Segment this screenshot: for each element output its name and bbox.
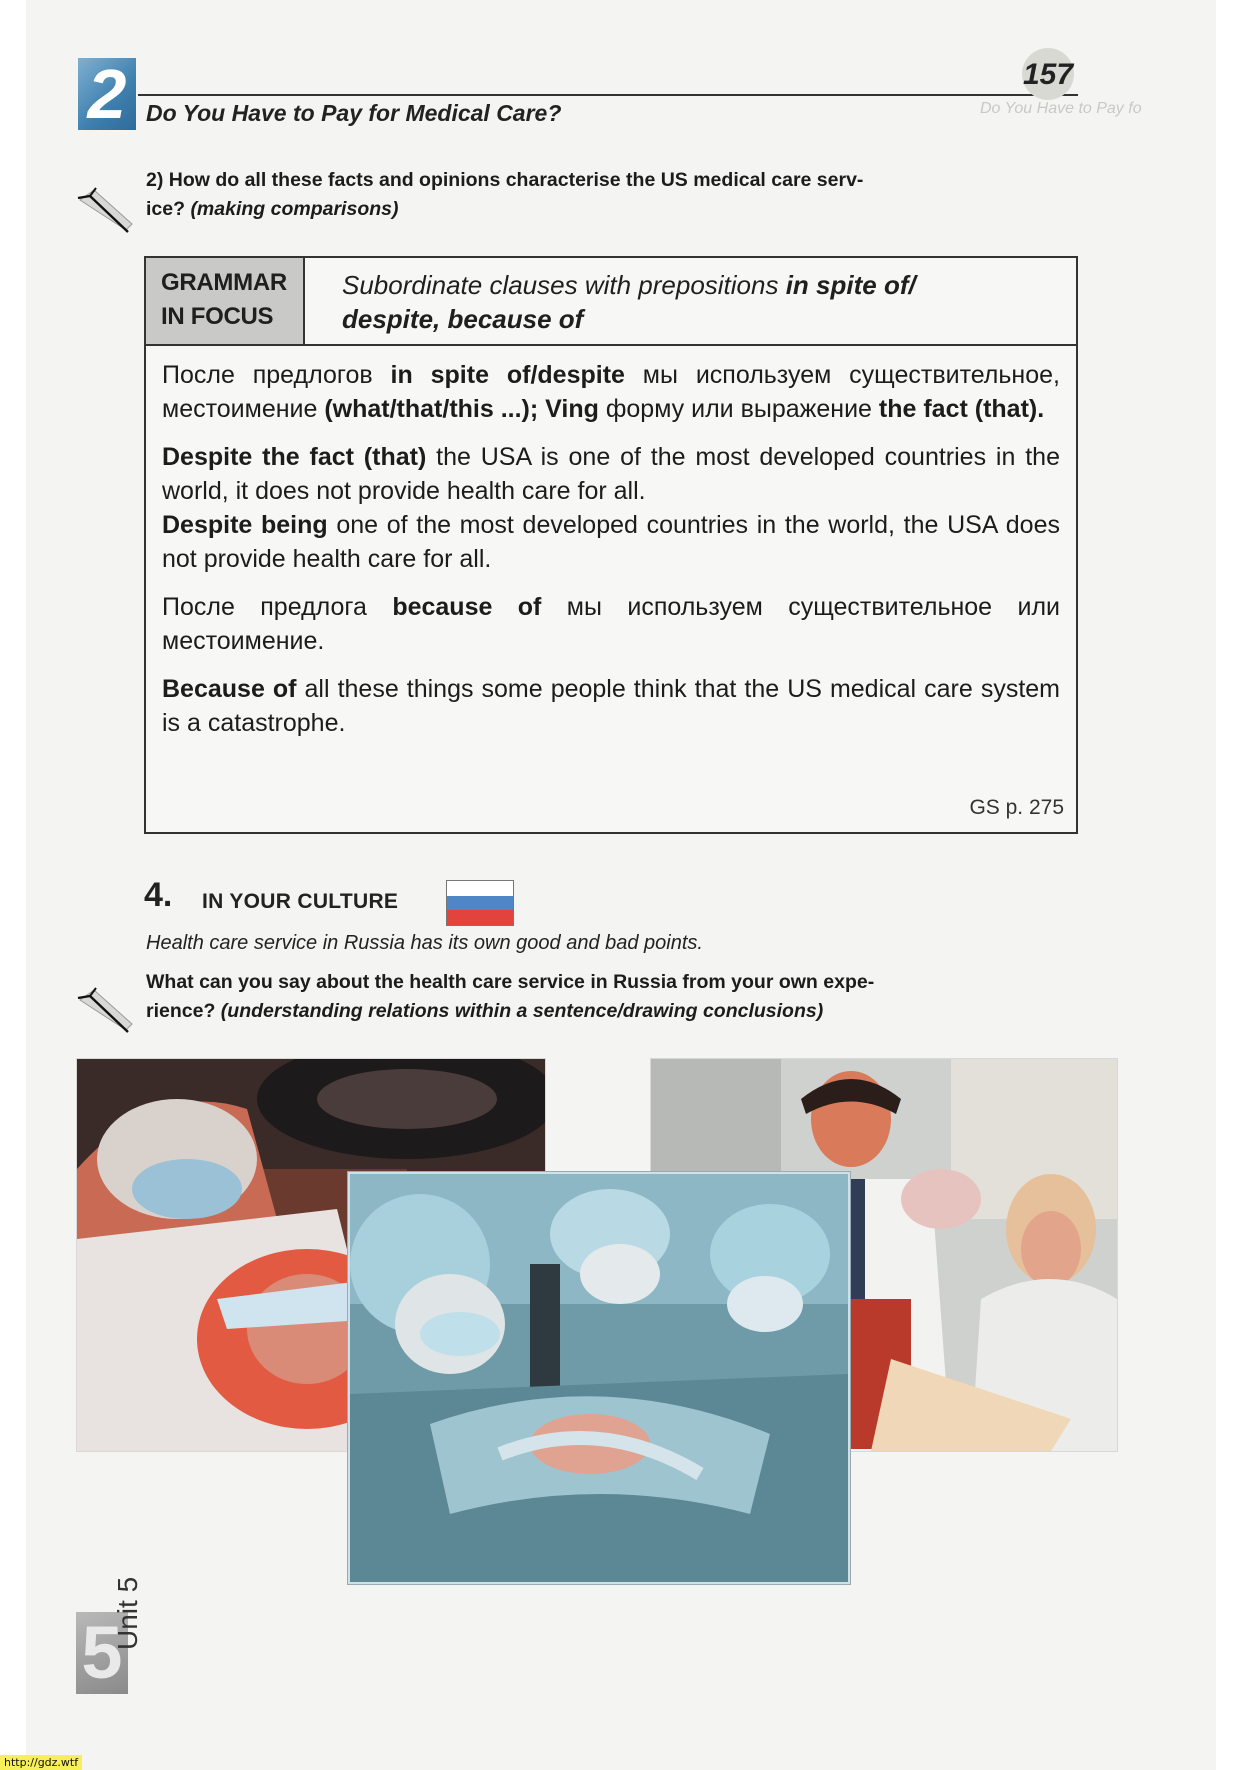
grammar-rule-2 (162, 590, 1060, 658)
grammar-rule-1 (162, 358, 1060, 426)
photo-surgery (348, 1172, 850, 1584)
rule1-keyword3: the fact (that). (878, 395, 1045, 423)
unit-label: Unit 5 (112, 1576, 143, 1650)
example3-text: all these things some people think that the US medical care system is a catastrophe. (162, 675, 1060, 737)
grammar-title-text: Subordinate clauses with prepositions (342, 270, 786, 300)
grammar-label-line2: IN FOCUS (161, 303, 274, 330)
task-2-skill: (making comparisons) (190, 198, 399, 220)
grammar-body (162, 358, 1060, 754)
grammar-header (146, 258, 1076, 346)
grammar-reference: GS p. 275 (969, 796, 1064, 819)
question-line1: What can you say about the health care service in Russia from your own expe- (146, 971, 875, 993)
grammar-label (146, 258, 305, 344)
rule1-text: После предлогов (162, 361, 391, 389)
header-rule (138, 94, 1078, 96)
section4-question (146, 968, 1076, 1026)
example1-keyword: Despite the fact (that) (162, 443, 427, 471)
example3-keyword: Because of (162, 675, 297, 703)
grammar-in-focus-box (144, 256, 1078, 834)
section-title: Do You Have to Pay for Medical Care? (146, 100, 562, 126)
rule1-text2: мы используем существительное, местоимение (162, 361, 1060, 423)
grammar-example-3 (162, 672, 1060, 740)
flag-stripe-red (447, 910, 513, 925)
rule1-keyword2: (what/that/this ...); Ving (324, 395, 599, 423)
page-number: 157 (1022, 58, 1074, 91)
grammar-title-keyword2: despite, because of (342, 304, 584, 334)
grammar-example-2 (162, 508, 1060, 576)
question-line2: rience? (146, 1000, 221, 1022)
example1-text: the USA is one of the most developed countries in the world, it does not provide health care for all. (162, 443, 1060, 505)
section-name: IN YOUR CULTURE (202, 890, 399, 913)
example2-text: one of the most developed countries in the world, the USA does not provide health care for all. (162, 511, 1060, 573)
rule1-keyword: in spite of/despite (390, 361, 625, 389)
unit-number-tab: 5 (76, 1612, 128, 1694)
rule2-keyword: because of (392, 593, 542, 621)
task-2-question (146, 166, 1076, 224)
pen-icon (74, 180, 134, 240)
flag-stripe-blue (447, 896, 513, 911)
watermark: http://gdz.wtf (0, 1755, 82, 1770)
grammar-example-1 (162, 440, 1060, 508)
task-2-line2: ice? (146, 198, 191, 220)
rule2-text2: мы используем существительное или местоимение. (162, 593, 1061, 655)
grammar-title-keyword1: in spite of/ (785, 270, 916, 300)
question-skill: (understanding relations within a sentence/drawing conclusions) (220, 1000, 824, 1022)
bleed-through-text: Do You Have to Pay fo (980, 100, 1142, 117)
rule2-text: После предлога (162, 593, 393, 621)
section-number: 4. (144, 876, 173, 914)
grammar-label-line1: GRAMMAR (161, 269, 287, 296)
section-intro: Health care service in Russia has its own good and bad points. (146, 932, 703, 954)
example2-keyword: Despite being (162, 511, 328, 539)
chapter-number-tab: 2 (78, 58, 136, 130)
task-2-line1: 2) How do all these facts and opinions characterise the US medical care serv- (146, 169, 864, 191)
pen-icon (74, 980, 134, 1040)
russia-flag-icon (446, 880, 514, 926)
grammar-title (342, 268, 1062, 336)
rule1-text3: форму или выражение (598, 395, 879, 423)
flag-stripe-white (447, 881, 513, 896)
